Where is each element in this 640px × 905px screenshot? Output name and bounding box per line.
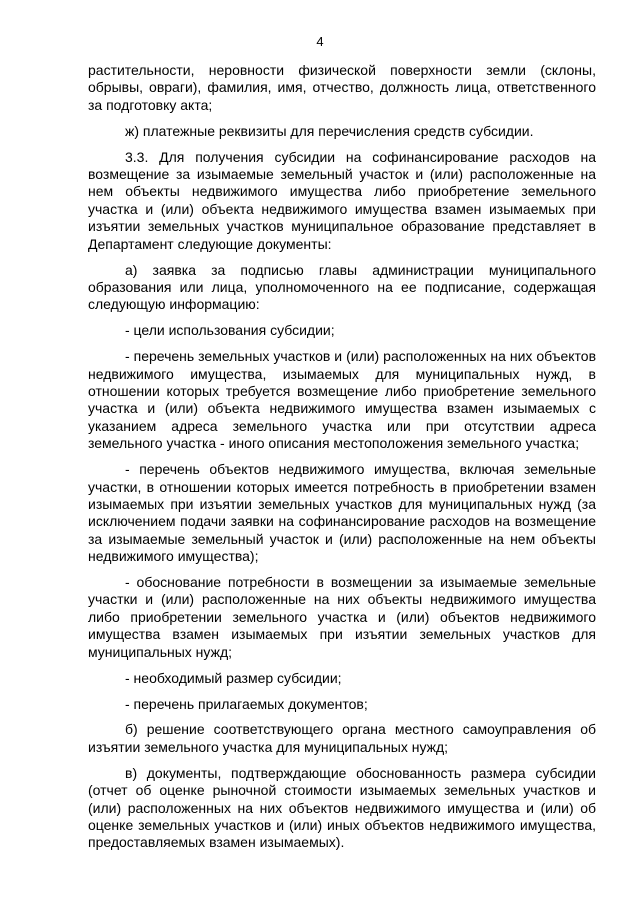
list-item: - перечень земельных участков и (или) расположенных на них объектов недвижимого имущества, изымаемых для муниципальных нужд, в отношении которых требуется возмещение либо приобретение земельного участка и (или) объекта недвижимого имущества взамен изымаемых с указанием адреса земельного участка или при отсутствии адреса земельного участка - иного описания местоположения земельного участка; xyxy=(88,348,596,452)
paragraph-item-zh: ж) платежные реквизиты для перечисления средств субсидии. xyxy=(125,122,534,139)
list-item: - цели использования субсидии; xyxy=(125,322,335,339)
paragraph-continuation: растительности, неровности физической поверхности земли (склоны, обрывы, овраги), фамилия, имя, отчество, должность лица, ответственного за подготовку акта; xyxy=(88,62,596,113)
list-item: - необходимый размер субсидии; xyxy=(125,669,342,686)
paragraph-clause-3-3: 3.3. Для получения субсидии на софинансирование расходов на возмещение за изымаемые земельный участок и (или) расположенные на нем объекты недвижимого имущества либо приобретение земельного участка и (или) объекта недвижимого имущества взамен изымаемых при изъятии земельных участков муниципальное образование представляет в Департамент следующие документы: xyxy=(88,148,596,252)
paragraph-item-v: в) документы, подтверждающие обоснованность размера субсидии (отчет об оценке рыночной стоимости изымаемых земельных участков и (или) расположенных на них объектов недвижимого имущества и (или) об оценке земельных участков и (или) иных объектов недвижимого имущества, предоставляемых взамен изымаемых). xyxy=(88,764,596,851)
document-body xyxy=(88,62,596,860)
paragraph-item-b: б) решение соответствующего органа местного самоуправления об изъятии земельного участка для муниципальных нужд; xyxy=(88,721,596,755)
list-item: - перечень прилагаемых документов; xyxy=(125,695,368,712)
page-number: 4 xyxy=(316,34,324,49)
paragraph-item-a: а) заявка за подписью главы администрации муниципального образования или лица, уполномоченного на ее подписание, содержащая следующую информацию: xyxy=(88,261,596,313)
list-item: - обоснование потребности в возмещении за изымаемые земельные участки и (или) расположенные на них объекты недвижимого имущества либо приобретении земельного участка и (или) объектов недвижимого имущества взамен изымаемых при изъятии земельных участков для муниципальных нужд; xyxy=(88,574,596,660)
list-item: - перечень объектов недвижимого имущества, включая земельные участки, в отношении которых имеется потребность в приобретении взамен изымаемых при изъятии земельных участков для муниципальных нужд (за исключением подачи заявки на софинансирование расходов на возмещение за изымаемые земельный участок и (или) расположенные на нем объекты недвижимого имущества); xyxy=(88,461,596,565)
